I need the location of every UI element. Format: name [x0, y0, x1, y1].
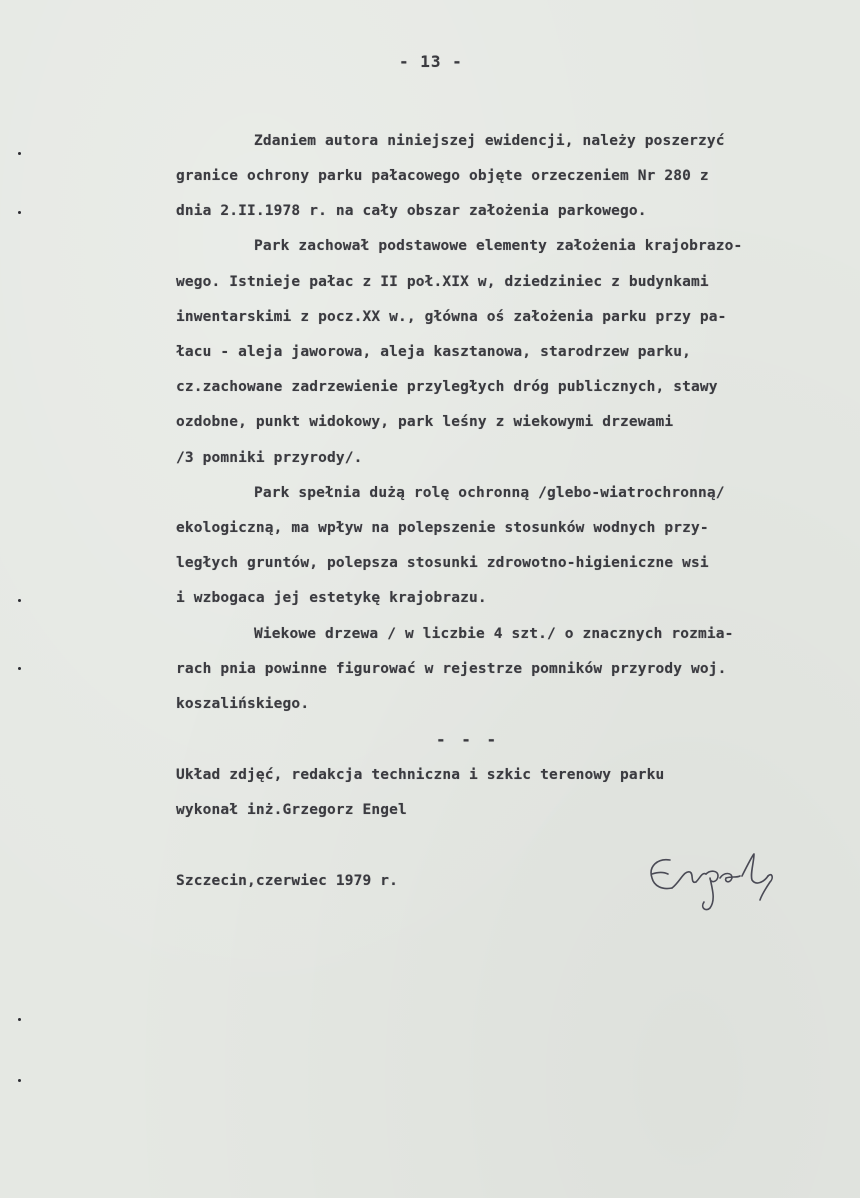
- paragraph-1-line-1: Zdaniem autora niniejszej ewidencji, należy poszerzyć: [254, 133, 725, 149]
- paragraph-1-line-3: dnia 2.II.1978 r. na cały obszar założenia parkowego.: [176, 203, 647, 219]
- paragraph-4-line-2: rach pnia powinne figurować w rejestrze pomników przyrody woj.: [176, 661, 727, 677]
- paragraph-2-line-4: łacu - aleja jaworowa, aleja kasztanowa, starodrzew parku,: [176, 344, 692, 360]
- margin-dot: [18, 211, 21, 214]
- paragraph-3-line-3: ległych gruntów, polepsza stosunki zdrowotno-higieniczne wsi: [176, 555, 709, 571]
- paragraph-4-line-1: Wiekowe drzewa / w liczbie 4 szt./ o znacznych rozmia-: [254, 626, 734, 642]
- page-number: - 13 -: [399, 52, 463, 71]
- paragraph-4-line-3: koszalińskiego.: [176, 696, 310, 712]
- paragraph-3-line-1: Park spełnia dużą rolę ochronną /glebo-wiatrochronną/: [254, 485, 725, 501]
- margin-dot: [18, 1079, 21, 1082]
- paragraph-2-line-6: ozdobne, punkt widokowy, park leśny z wiekowymi drzewami: [176, 414, 674, 430]
- handwritten-signature: [640, 848, 800, 918]
- paragraph-3-line-4: i wzbogaca jej estetykę krajobrazu.: [176, 590, 487, 606]
- credits-line-2: wykonał inż.Grzegorz Engel: [176, 802, 407, 818]
- credits-line-1: Układ zdjęć, redakcja techniczna i szkic terenowy parku: [176, 767, 665, 783]
- paragraph-2-line-5: cz.zachowane zadrzewienie przyległych dróg publicznych, stawy: [176, 379, 718, 395]
- paragraph-1-line-2: granice ochrony parku pałacowego objęte orzeczeniem Nr 280 z: [176, 168, 709, 184]
- paragraph-2-line-7: /3 pomniki przyrody/.: [176, 450, 363, 466]
- margin-dot: [18, 152, 21, 155]
- paragraph-3-line-2: ekologiczną, ma wpływ na polepszenie stosunków wodnych przy-: [176, 520, 709, 536]
- margin-dot: [18, 667, 21, 670]
- margin-dot: [18, 1018, 21, 1021]
- paragraph-2-line-1: Park zachował podstawowe elementy założenia krajobrazo-: [254, 238, 743, 254]
- paragraph-2-line-3: inwentarskimi z pocz.XX w., główna oś założenia parku przy pa-: [176, 309, 727, 325]
- paragraph-2-line-2: wego. Istnieje pałac z II poł.XIX w, dziedziniec z budynkami: [176, 274, 709, 290]
- place-and-date: Szczecin,czerwiec 1979 r.: [176, 873, 398, 889]
- margin-dot: [18, 599, 21, 602]
- section-separator: - - -: [436, 730, 500, 749]
